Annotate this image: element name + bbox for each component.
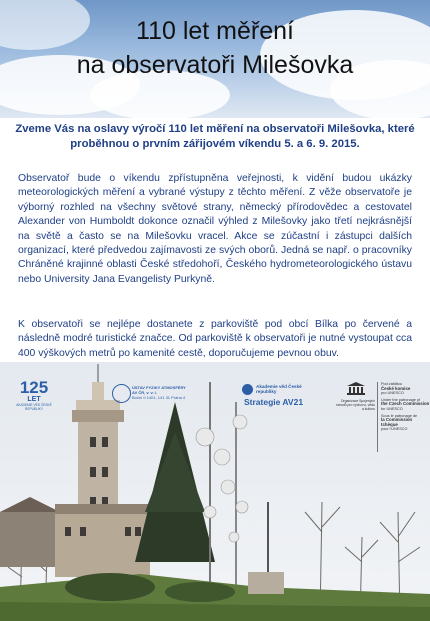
av-emblem-icon bbox=[242, 384, 253, 395]
unesco-cz-2: České komise bbox=[381, 385, 411, 391]
unesco-en-2: the Czech Commission bbox=[381, 401, 430, 407]
ufa-emblem-icon bbox=[112, 384, 131, 403]
av125-word: LET bbox=[27, 396, 41, 403]
title-line-1: 110 let měření bbox=[136, 17, 294, 45]
directions-paragraph: K observatoři se nejlépe dostanete z parkoviště pod obcí Bílka po červené a následně modré turistické značce. Od parkoviště k observatoři je nutné vystoupat cca 400 výškových metrů po kamenité cestě, doporučujeme pevnou obuv. bbox=[18, 319, 412, 359]
ufa-sub: AV ČR, v. v. i. bbox=[132, 390, 157, 395]
unesco-en-1: Under the patronage of bbox=[381, 397, 421, 402]
logo-unesco bbox=[335, 382, 430, 462]
strategie-name: Strategie AV21 bbox=[244, 397, 304, 407]
invitation-text: Zveme Vás na oslavy výročí 110 let měření na observatoři Milešovka, které proběhnou o prvním zářijovém víkendu 5. a 6. 9. 2015. bbox=[15, 123, 415, 150]
av125-number: 125 bbox=[19, 378, 49, 397]
unesco-left-text: Organizace Spojených národů pro výchovu, vědu a kulturu bbox=[335, 399, 375, 411]
ufa-name: ÚSTAV FYZIKY ATMOSFÉRY bbox=[132, 385, 186, 390]
strategie-org: Akademie věd České republiky bbox=[256, 384, 302, 394]
page-title bbox=[0, 14, 430, 82]
unesco-temple-icon bbox=[347, 382, 365, 395]
logo-av-125 bbox=[14, 380, 54, 411]
unesco-cz-3: pro UNESCO bbox=[381, 391, 404, 396]
unesco-en-3: for UNESCO bbox=[381, 406, 403, 411]
ufa-address: Boční II 1401, 141 31 Praha 4 bbox=[132, 395, 186, 400]
title-line-2: na observatoři Milešovka bbox=[76, 51, 354, 79]
description-paragraph: Observatoř bude o víkendu zpřístupněna veřejnosti, k vidění budou ukázky meteorologických měření a vybrané výstupy z těchto měření. Z věže observatoře je výborný rozhled na všechny světové strany, německý přírodovědec a cestovatel Alexander von Humboldt dokonce označil výhled z Milešovky jako třetí nejkrásnější na světě a často se na Milešovku vracel. Akce se zúčastní i zástupci dalších organizací, které předvedou zajímavosti ze svých oborů. Jedná se např. o pracovníky Chráněné krajinné oblasti České středohoří, Českého hydrometeorologického ústavu nebo University Jana Evangelisty Purkyně. bbox=[18, 173, 412, 285]
unesco-fr-1: Sous le patronage de bbox=[381, 413, 418, 418]
av125-caption: AKADEMIE VĚD ČESKÉ REPUBLIKY bbox=[16, 403, 52, 411]
unesco-divider bbox=[377, 382, 378, 452]
unesco-fr-3: pour l'UNESCO bbox=[381, 427, 408, 432]
unesco-cz-1: Pod záštitou bbox=[381, 382, 402, 386]
unesco-fr-2: la Commission tchèque bbox=[381, 417, 413, 427]
